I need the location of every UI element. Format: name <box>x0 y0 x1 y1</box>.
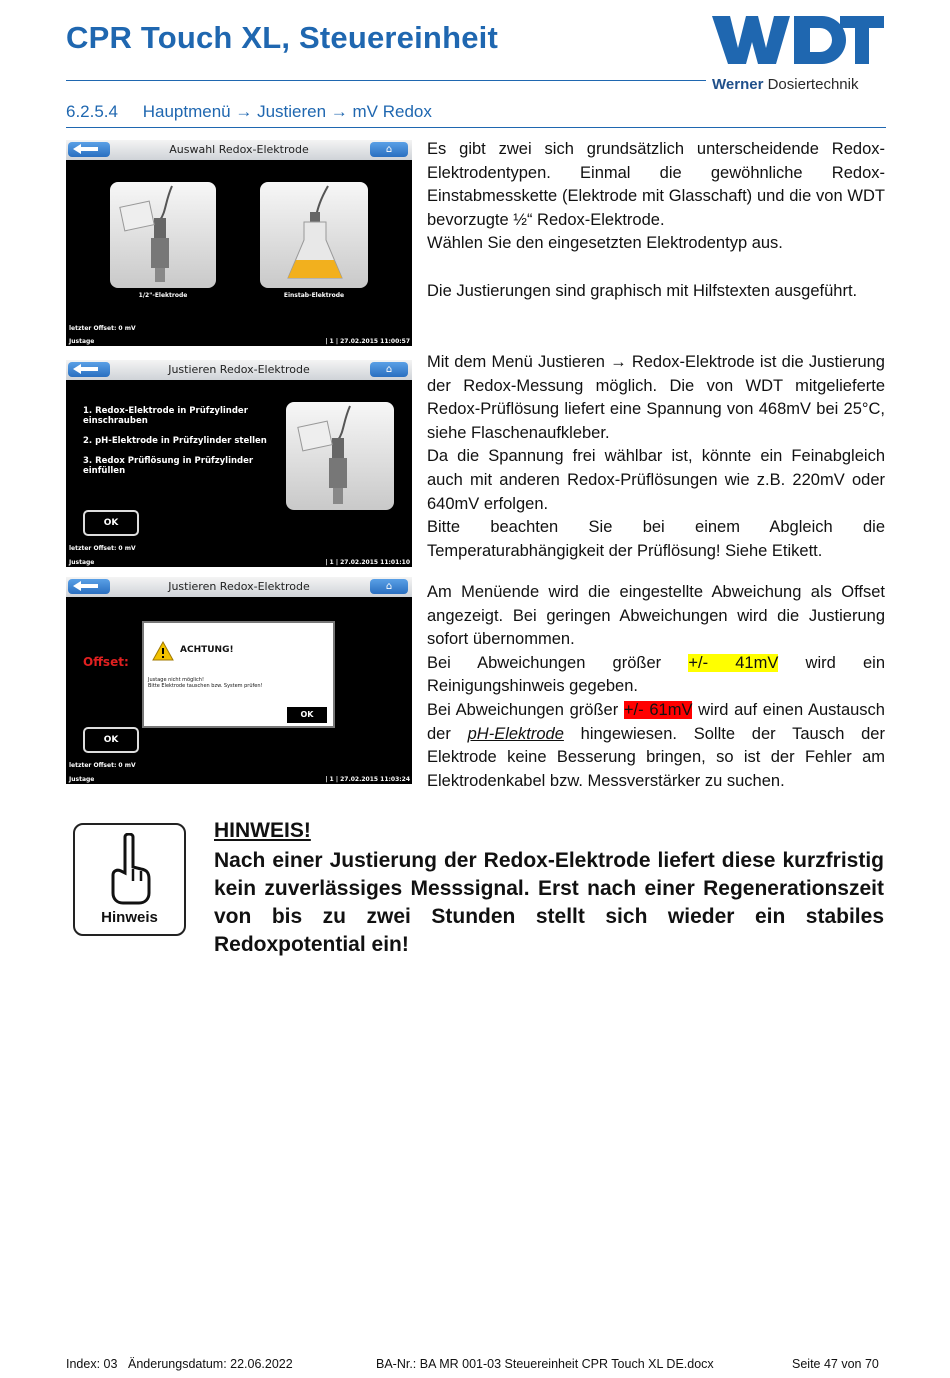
hint-text: Nach einer Justierung der Redox-Elektrode liefert diese kurzfristig kein zuverlässiges Messsignal. Erst nach einer Regenerationszeit von bis zu zwei Stunden stellt sich wieder ein stabiles Redoxpotential ein! <box>214 849 884 956</box>
screen-electrode-selection <box>66 140 412 346</box>
highlight-61mv: +/- 61mV <box>623 700 693 719</box>
screen-adjust-instructions <box>66 360 412 567</box>
ok-button[interactable]: OK <box>83 727 139 753</box>
wdt-logo <box>708 14 884 94</box>
paragraph: Mit dem Menü Justieren → Redox-Elektrode ist die Justierung der Redox-Messung möglich. Die von WDT mitgelieferte Redox-Prüflösung liefert eine Spannung von 468mV bei 25°C, siehe Flaschenaufkleber. <box>427 353 885 442</box>
document-title: CPR Touch XL, Steuereinheit <box>66 20 498 55</box>
screen-footer: Justage | 1 | 27.02.2015 11:00:57 <box>69 338 410 345</box>
pointing-hand-icon <box>101 833 161 905</box>
ph-electrode-link[interactable]: pH-Elektrode <box>467 724 564 743</box>
rod-electrode-image[interactable] <box>260 182 368 288</box>
footer-page: Seite 47 von 70 <box>792 1357 879 1371</box>
warning-dialog <box>142 621 335 728</box>
highlight-41mv: +/- 41mV <box>688 653 779 672</box>
option-label-half-inch: 1/2"-Elektrode <box>138 292 188 299</box>
ok-button[interactable]: OK <box>83 510 139 536</box>
offset-label: Offset: <box>83 655 129 669</box>
step-3: 3. Redox Prüflösung in Prüfzylinder einfüllen <box>83 456 254 476</box>
back-arrow-icon[interactable] <box>68 362 110 377</box>
back-arrow-icon[interactable] <box>68 142 110 157</box>
text-offset <box>427 581 885 793</box>
section-rule <box>66 127 886 128</box>
screen-title-bar: Justieren Redox-Elektrode <box>66 577 412 597</box>
paragraph: Es gibt zwei sich grundsätzlich unterscheidende Redox- Elektrodentypen. Einmal die gewöhnliche Redox-Einstabmesskette (Elektrode mit Glasschaft) und die von WDT bevorzugte ½“ Redox-Elektrode. <box>427 140 885 229</box>
option-label-rod: Einstab-Elektrode <box>283 292 345 299</box>
step-2: 2. pH-Elektrode in Prüfzylinder stellen <box>83 436 267 446</box>
logo-subtitle: Werner Dosiertechnik <box>712 76 859 93</box>
instruction-steps <box>83 406 273 486</box>
paragraph: Bitte beachten Sie bei einem Abgleich die Temperaturabhängigkeit der Prüflösung! Siehe Etikett. <box>427 518 885 560</box>
dialog-ok-button[interactable]: OK <box>287 707 327 723</box>
home-icon[interactable]: ⌂ <box>370 362 408 377</box>
paragraph: Da die Spannung frei wählbar ist, könnte ein Feinabgleich auch mit anderen Redox-Prüflösungen wie z.B. 220mV oder 640mV erfolgen. <box>427 447 885 513</box>
home-icon[interactable]: ⌂ <box>370 142 408 157</box>
half-inch-electrode-image[interactable] <box>110 182 216 288</box>
paragraph: Die Justierungen sind graphisch mit Hilfstexten ausgeführt. <box>427 281 858 300</box>
paragraph: Bei Abweichungen größer +/- 61mV wird auf einen Austausch der pH-Elektrode hingewiesen. Sollte der Tausch der Elektrode keine Besserung bringen, so ist der Fehler am Elektrodenkabel bzw. Messverstärker zu suchen. <box>427 700 885 790</box>
section-title: Hauptmenü → Justieren → mV Redox <box>142 102 432 121</box>
screen-adjust-warning <box>66 577 412 784</box>
screen-footer: Justage | 1 | 27.02.2015 11:03:24 <box>69 776 410 783</box>
paragraph: Bei Abweichungen größer +/- 41mV wird ein Reinigungshinweis gegeben. <box>427 653 885 696</box>
hint-icon <box>73 823 186 936</box>
section-heading <box>66 102 432 122</box>
last-offset-text: letzter Offset: 0 mV <box>69 325 136 332</box>
back-arrow-icon[interactable] <box>68 579 110 594</box>
dialog-title: ACHTUNG! <box>180 645 234 655</box>
screen-footer: Justage | 1 | 27.02.2015 11:01:10 <box>69 559 410 566</box>
text-electrode-types <box>427 138 885 303</box>
section-number: 6.2.5.4 <box>66 102 118 121</box>
hint-heading: HINWEIS! <box>214 819 311 842</box>
screen-title-bar: Auswahl Redox-Elektrode <box>66 140 412 160</box>
footer-index: Index: 03 <box>66 1357 118 1371</box>
home-icon[interactable]: ⌂ <box>370 579 408 594</box>
last-offset-text: letzter Offset: 0 mV <box>69 545 136 552</box>
screen-title-bar: Justieren Redox-Elektrode <box>66 360 412 380</box>
header-rule <box>66 80 706 81</box>
dialog-message: Justage nicht möglich! Bitte Elektrode tauschen bzw. System prüfen! <box>148 677 263 689</box>
warning-icon <box>152 641 174 661</box>
paragraph: Wählen Sie den eingesetzten Elektrodentyp aus. <box>427 234 783 253</box>
last-offset-text: letzter Offset: 0 mV <box>69 762 136 769</box>
paragraph: Am Menüende wird die eingestellte Abweichung als Offset angezeigt. Bei geringen Abweichungen wird die Justierung sofort übernommen. <box>427 583 885 649</box>
text-adjust-redox <box>427 351 885 563</box>
footer-date: Änderungsdatum: 22.06.2022 <box>128 1357 293 1371</box>
step-1: 1. Redox-Elektrode in Prüfzylinder einschrauben <box>83 406 248 426</box>
electrode-image <box>286 402 394 510</box>
footer-document: BA-Nr.: BA MR 001-03 Steuereinheit CPR Touch XL DE.docx <box>376 1357 714 1371</box>
wdt-logo-mark <box>712 14 884 72</box>
hint-icon-label: Hinweis <box>101 909 158 926</box>
